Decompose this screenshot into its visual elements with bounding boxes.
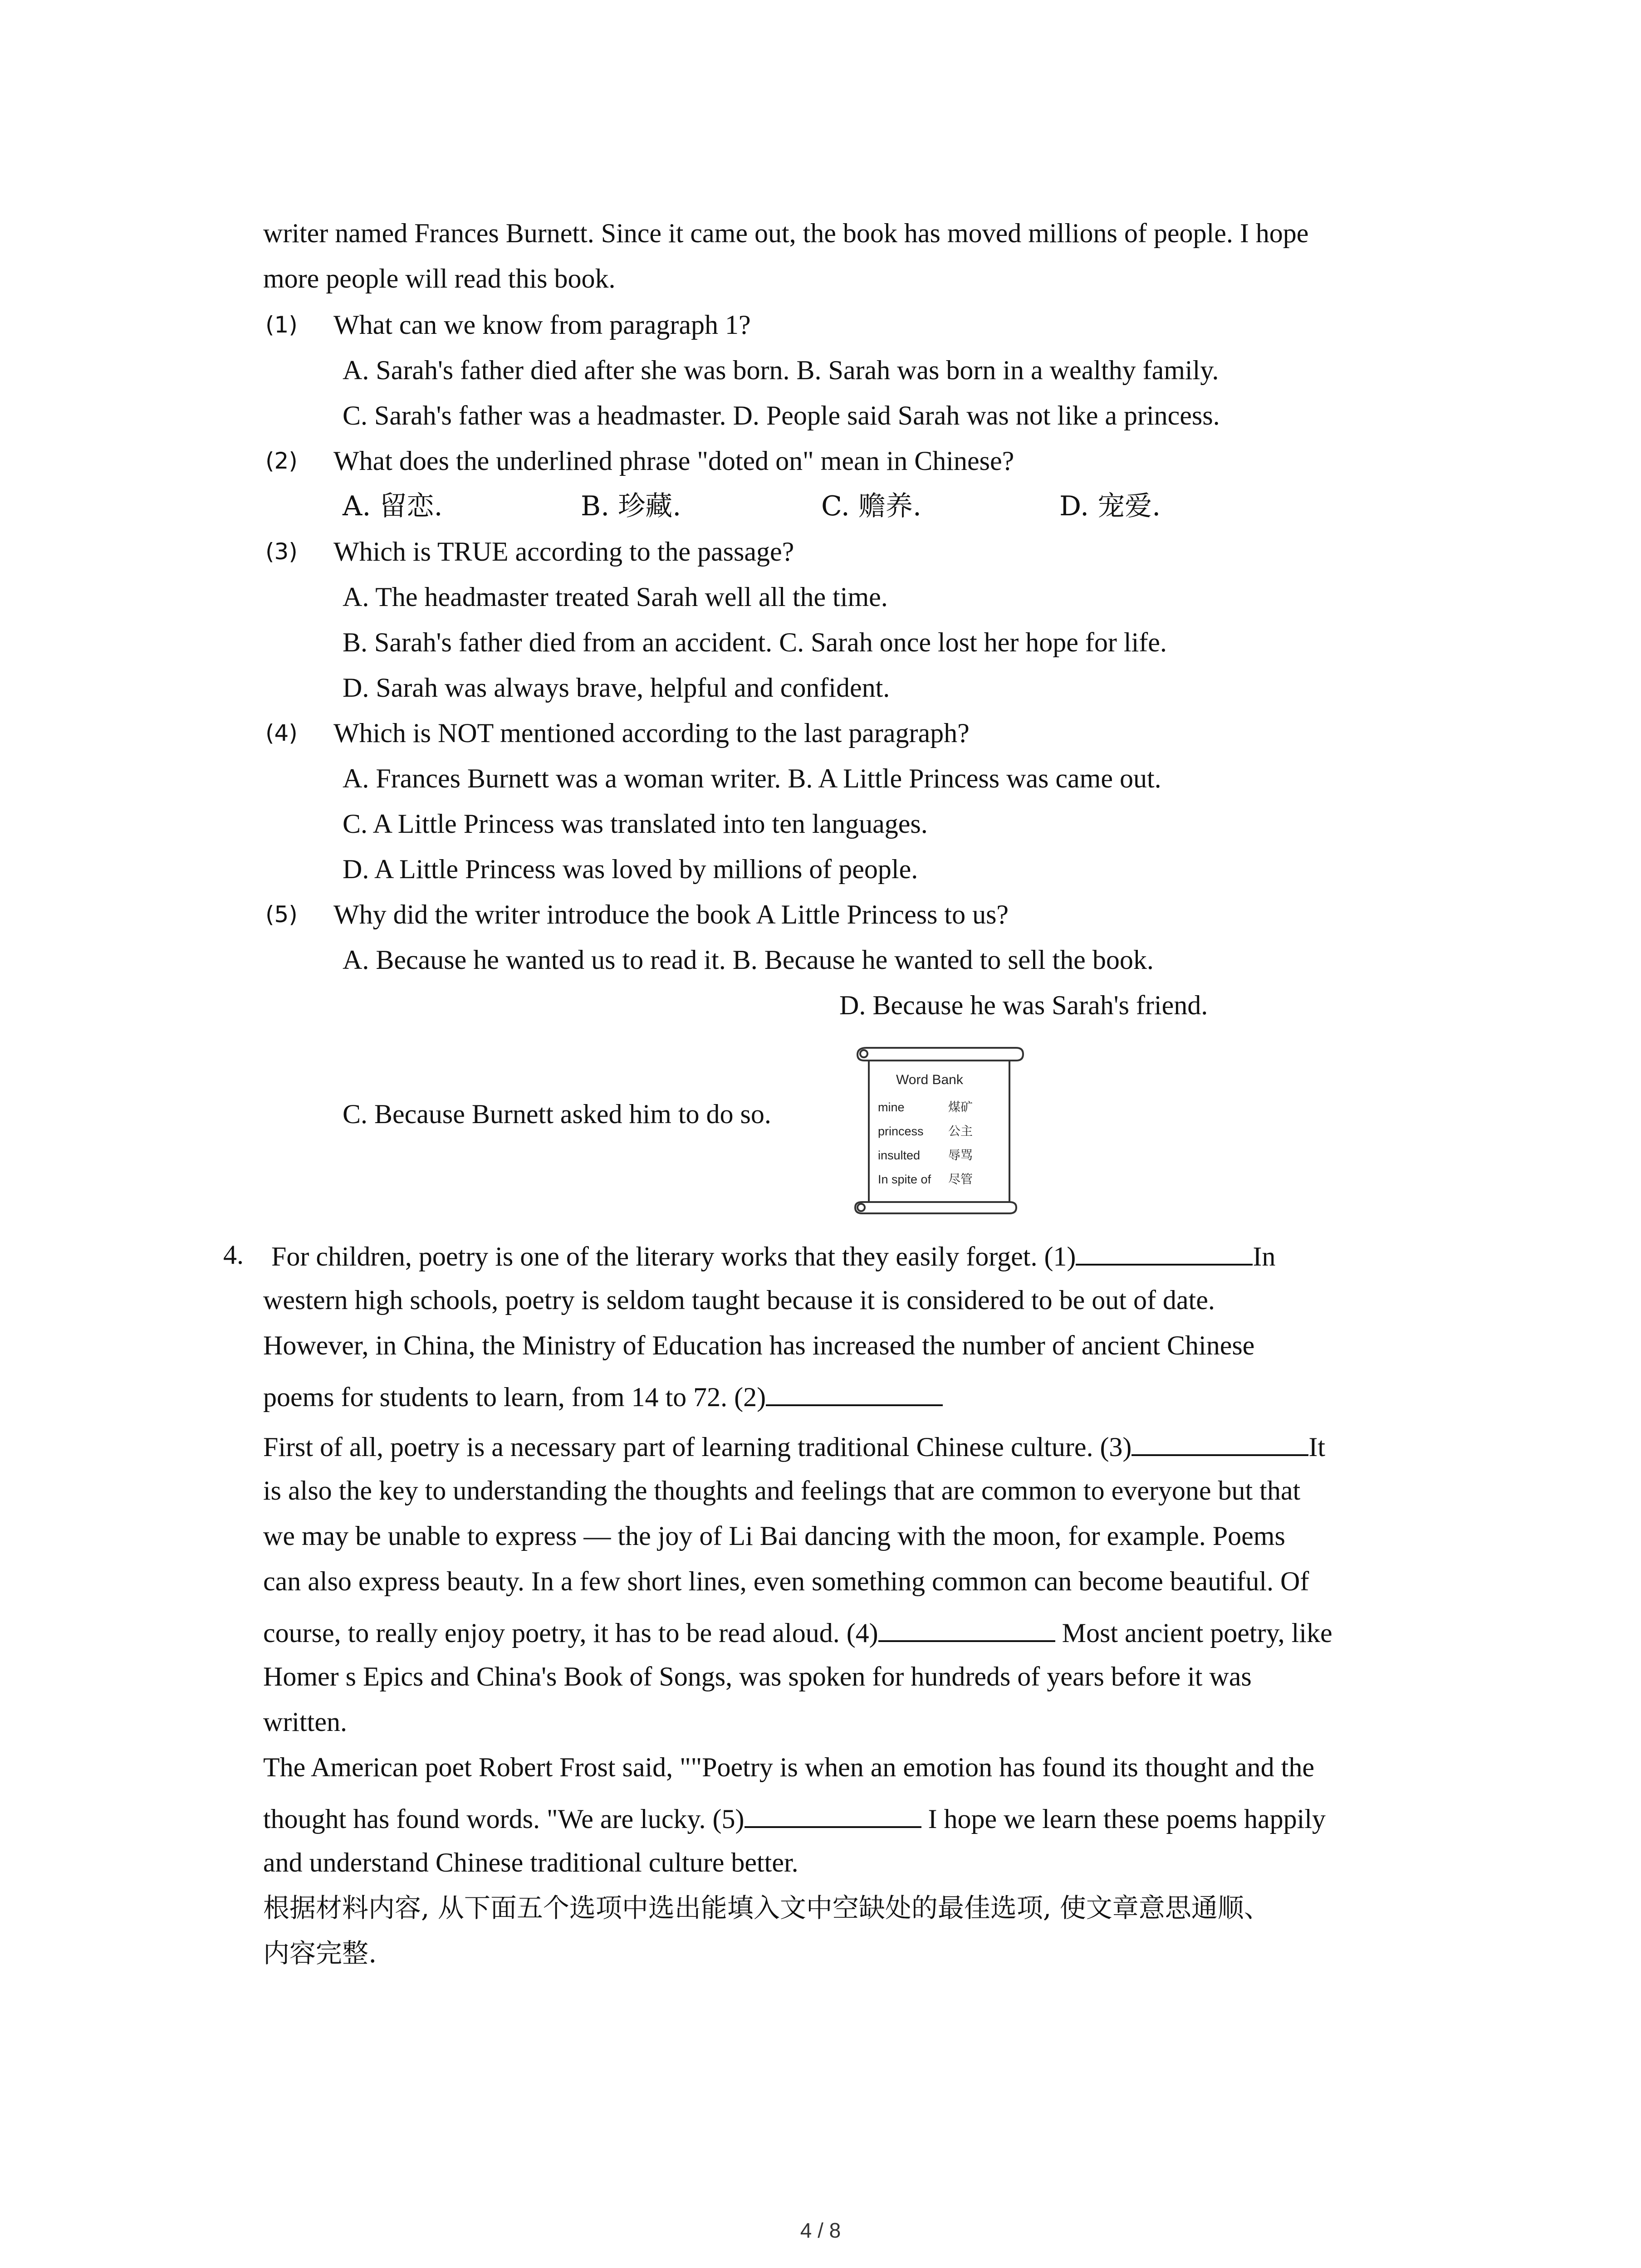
passage-line: we may be unable to express — the joy of Li Bai dancing with the moon, for example. Poems bbox=[263, 1521, 1285, 1551]
answer-blank-4[interactable] bbox=[878, 1615, 1055, 1642]
word-bank-zh: 辱骂 bbox=[948, 1149, 973, 1163]
word-bank-zh: 尽管 bbox=[948, 1173, 973, 1187]
option-line: A. Because he wanted us to read it. B. Because he wanted to sell the book. bbox=[343, 945, 1154, 975]
option: C. 赡养. bbox=[821, 490, 921, 522]
passage-line bbox=[263, 1615, 1332, 1649]
word-bank-en: insulted bbox=[878, 1149, 921, 1162]
word-bank-en: In spite of bbox=[878, 1173, 931, 1186]
instruction-line: 内容完整. bbox=[263, 1938, 377, 1969]
instruction-line: 根据材料内容, 从下面五个选项中选出能填入文中空缺处的最佳选项, 使文章意思通顺、 bbox=[263, 1892, 1270, 1923]
passage-line: Homer s Epics and China's Book of Songs, was spoken for hundreds of years before it was bbox=[263, 1662, 1252, 1691]
answer-blank-2[interactable] bbox=[766, 1379, 943, 1406]
passage-text: I hope we learn these poems happily bbox=[921, 1804, 1326, 1834]
passage-text: thought has found words. "We are lucky. (5) bbox=[263, 1804, 745, 1834]
question-text: What can we know from paragraph 1? bbox=[333, 310, 751, 340]
passage-line: and understand Chinese traditional culture better. bbox=[263, 1848, 798, 1877]
answer-blank-5[interactable] bbox=[745, 1801, 921, 1828]
passage-line: can also express beauty. In a few short lines, even something common can become beautiful. Of bbox=[263, 1566, 1309, 1596]
word-bank-zh: 公主 bbox=[948, 1124, 973, 1139]
passage-text: For children, poetry is one of the literary works that they easily forget. (1) bbox=[271, 1242, 1076, 1271]
option-line: B. Sarah's father died from an accident. C. Sarah once lost her hope for life. bbox=[343, 627, 1167, 657]
question-text: Which is NOT mentioned according to the last paragraph? bbox=[333, 718, 970, 748]
intro-line: more people will read this book. bbox=[263, 264, 616, 293]
question-number: (2) bbox=[265, 448, 298, 474]
question-text: Which is TRUE according to the passage? bbox=[333, 537, 794, 567]
passage-line bbox=[271, 1238, 1275, 1273]
passage-line: The American poet Robert Frost said, ""Poetry is when an emotion has found its thought and the bbox=[263, 1752, 1314, 1782]
passage-line: However, in China, the Ministry of Education has increased the number of ancient Chinese bbox=[263, 1330, 1255, 1360]
option-line: D. Sarah was always brave, helpful and confident. bbox=[343, 673, 890, 703]
question-number: (4) bbox=[265, 720, 298, 746]
answer-blank-1[interactable] bbox=[1076, 1238, 1253, 1266]
word-bank-scroll bbox=[853, 1039, 1025, 1220]
question-text: Why did the writer introduce the book A Little Princess to us? bbox=[333, 899, 1009, 929]
option: B. 珍藏. bbox=[581, 490, 681, 522]
passage-line bbox=[263, 1429, 1325, 1463]
option-line: C. Sarah's father was a headmaster. D. People said Sarah was not like a princess. bbox=[343, 401, 1220, 430]
option-line: C. Because Burnett asked him to do so. bbox=[343, 1099, 771, 1129]
word-bank-en: mine bbox=[878, 1100, 905, 1114]
passage-text: It bbox=[1308, 1432, 1326, 1462]
option-line: A. Sarah's father died after she was born. B. Sarah was born in a wealthy family. bbox=[343, 355, 1219, 385]
passage-number: 4. bbox=[223, 1240, 244, 1270]
passage-text: In bbox=[1253, 1242, 1276, 1271]
question-number: (3) bbox=[265, 538, 298, 565]
option-line: D. A Little Princess was loved by millions of people. bbox=[343, 854, 918, 884]
intro-line: writer named Frances Burnett. Since it came out, the book has moved millions of people. I hope bbox=[263, 218, 1309, 248]
word-bank-en: princess bbox=[878, 1124, 924, 1138]
option-line: A. Frances Burnett was a woman writer. B. A Little Princess was came out. bbox=[343, 763, 1161, 793]
page-number: 4 / 8 bbox=[800, 2219, 841, 2242]
word-bank-zh: 煤矿 bbox=[948, 1100, 973, 1114]
question-text: What does the underlined phrase "doted on" mean in Chinese? bbox=[333, 446, 1014, 476]
option: A. 留恋. bbox=[343, 490, 443, 522]
option-line: A. The headmaster treated Sarah well all the time. bbox=[343, 582, 888, 612]
passage-line: is also the key to understanding the thoughts and feelings that are common to everyone but that bbox=[263, 1476, 1301, 1505]
passage-line bbox=[263, 1379, 943, 1413]
passage-line bbox=[263, 1801, 1326, 1835]
option: D. 宠爱. bbox=[1059, 490, 1161, 522]
passage-text: poems for students to learn, from 14 to 72. (2) bbox=[263, 1382, 766, 1412]
question-number: (1) bbox=[265, 312, 298, 338]
word-bank-title: Word Bank bbox=[896, 1072, 963, 1087]
passage-line: western high schools, poetry is seldom taught because it is considered to be out of date. bbox=[263, 1285, 1215, 1315]
passage-text: course, to really enjoy poetry, it has to be read aloud. (4) bbox=[263, 1618, 878, 1648]
answer-blank-3[interactable] bbox=[1132, 1429, 1308, 1456]
passage-text: Most ancient poetry, like bbox=[1055, 1618, 1332, 1648]
passage-text: First of all, poetry is a necessary part of learning traditional Chinese culture. (3) bbox=[263, 1432, 1132, 1462]
option-line: D. Because he was Sarah's friend. bbox=[839, 990, 1208, 1020]
question-number: (5) bbox=[265, 901, 298, 928]
passage-line: written. bbox=[263, 1707, 347, 1737]
option-line: C. A Little Princess was translated into ten languages. bbox=[343, 809, 928, 839]
